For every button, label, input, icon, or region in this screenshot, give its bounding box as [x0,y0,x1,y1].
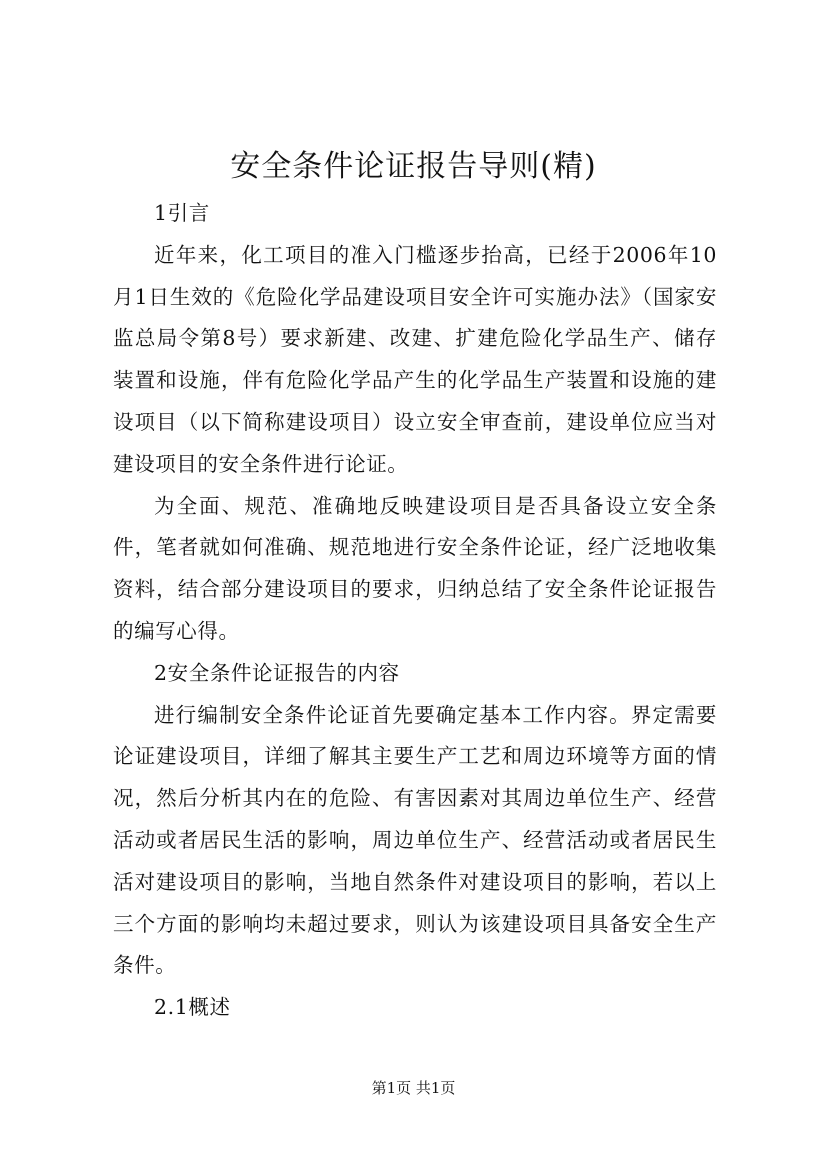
section-heading-contents: 2安全条件论证报告的内容 [154,660,400,685]
paragraph-purpose: 为全面、规范、准确地反映建设项目是否具备设立安全条件，笔者就如何准确、规范地进行安全条件论证，经广泛地收集资料，结合部分建设项目的要求，归纳总结了安全条件论证报告的编写心得。 [113,493,717,643]
section-heading-overview: 2.1概述 [154,995,231,1020]
paragraph-background: 近年来，化工项目的准入门槛逐步抬高，已经于2006年10月1日生效的《危险化学品建设项目安全许可实施办法》（国家安监总局令第8号）要求新建、改建、扩建危险化学品生产、储存装置和设施，伴有危险化学品产生的化学品生产装置和设施的建设项目（以下简称建设项目）设立安全审查前，建设单位应当对建设项目的安全条件进行论证。 [113,242,717,476]
paragraph-contents: 进行编制安全条件论证首先要确定基本工作内容。界定需要论证建设项目，详细了解其主要生产工艺和周边环境等方面的情况，然后分析其内在的危险、有害因素对其周边单位生产、经营活动或者居民生活的影响，周边单位生产、经营活动或者居民生活对建设项目的影响，当地自然条件对建设项目的影响，若以上三个方面的影响均未超过要求，则认为该建设项目具备安全生产条件。 [113,702,717,978]
page-footer: 第1页 共1页 [371,1079,456,1097]
document-title: 安全条件论证报告导则(精) [230,149,597,184]
section-heading-introduction: 1引言 [154,201,210,225]
document-body [113,193,717,1029]
